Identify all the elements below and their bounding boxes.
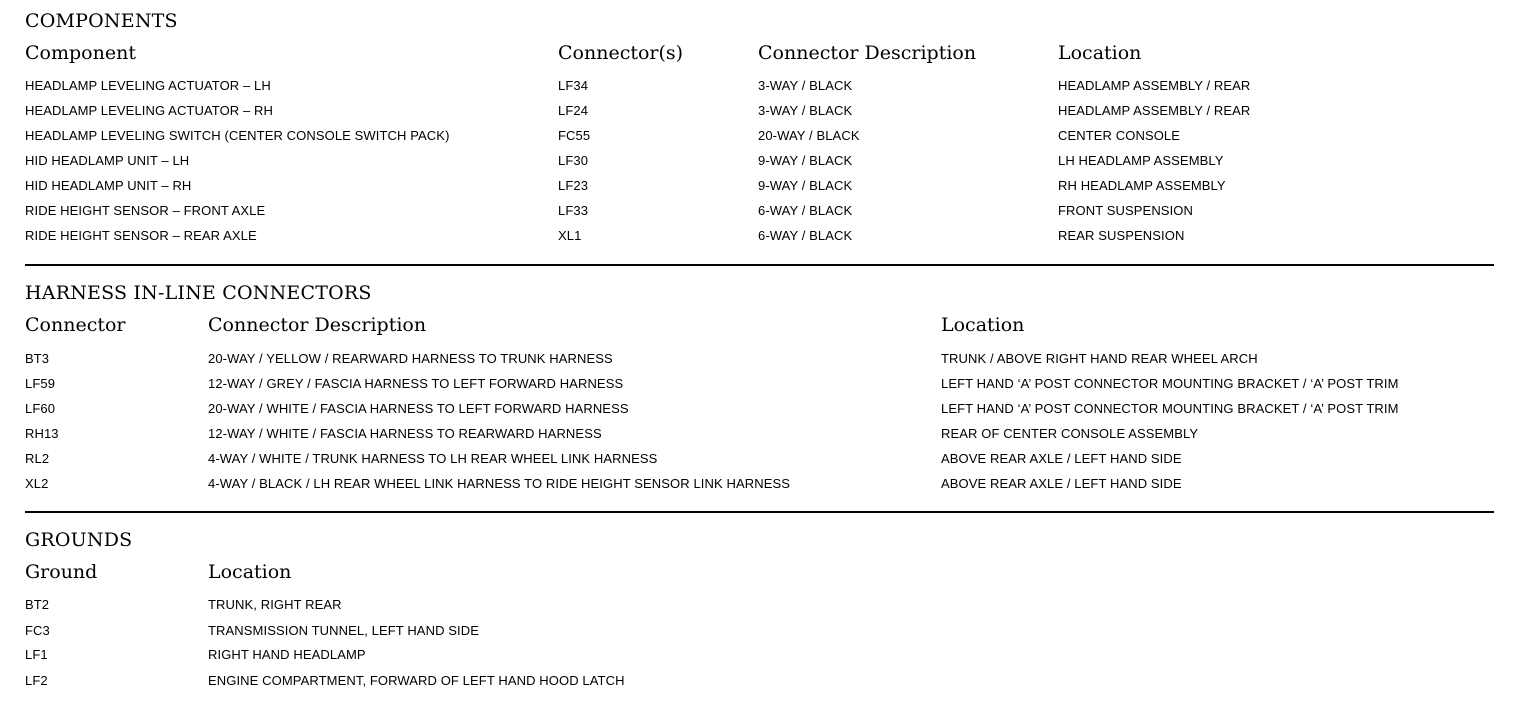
location: LEFT HAND ‘A’ POST CONNECTOR MOUNTING BRACKET / ‘A’ POST TRIM (941, 401, 1399, 416)
location: RH HEADLAMP ASSEMBLY (1058, 178, 1226, 193)
column-header-connector: Connector (25, 314, 126, 336)
connector-id: RL2 (25, 451, 50, 466)
component-name: HID HEADLAMP UNIT – LH (25, 153, 190, 168)
harness-section (25, 282, 1494, 497)
section-divider (25, 511, 1494, 513)
connector-id: LF33 (558, 203, 589, 218)
ground-id: LF2 (25, 673, 48, 688)
section-divider (25, 264, 1494, 266)
location: RIGHT HAND HEADLAMP (208, 647, 366, 662)
connector-description: 12-WAY / WHITE / FASCIA HARNESS TO REARWARD HARNESS (208, 426, 602, 441)
location: LEFT HAND ‘A’ POST CONNECTOR MOUNTING BRACKET / ‘A’ POST TRIM (941, 376, 1399, 391)
component-name: HEADLAMP LEVELING SWITCH (CENTER CONSOLE SWITCH PACK) (25, 128, 450, 143)
connector-id: LF24 (558, 103, 589, 118)
component-name: HEADLAMP LEVELING ACTUATOR – RH (25, 103, 274, 118)
location: ABOVE REAR AXLE / LEFT HAND SIDE (941, 451, 1182, 466)
component-name: HID HEADLAMP UNIT – RH (25, 178, 192, 193)
connector-description: 12-WAY / GREY / FASCIA HARNESS TO LEFT FORWARD HARNESS (208, 376, 624, 391)
connector-id: BT3 (25, 351, 50, 366)
ground-id: LF1 (25, 647, 48, 662)
connector-id: RH13 (25, 426, 59, 441)
connector-id: FC55 (558, 128, 591, 143)
components-title: COMPONENTS (25, 10, 178, 32)
connector-description: 4-WAY / WHITE / TRUNK HARNESS TO LH REAR WHEEL LINK HARNESS (208, 451, 658, 466)
component-name: HEADLAMP LEVELING ACTUATOR – LH (25, 78, 271, 93)
location: CENTER CONSOLE (1058, 128, 1181, 143)
column-header-connectors: Connector(s) (558, 42, 684, 64)
connector-id: LF60 (25, 401, 56, 416)
connector-id: XL2 (25, 476, 49, 491)
location: ENGINE COMPARTMENT, FORWARD OF LEFT HAND HOOD LATCH (208, 673, 625, 688)
ground-id: FC3 (25, 623, 50, 638)
connector-id: XL1 (558, 228, 582, 243)
location: HEADLAMP ASSEMBLY / REAR (1058, 78, 1251, 93)
connector-description: 20-WAY / BLACK (758, 128, 860, 143)
connector-id: LF59 (25, 376, 56, 391)
location: TRANSMISSION TUNNEL, LEFT HAND SIDE (208, 623, 480, 638)
connector-description: 6-WAY / BLACK (758, 203, 853, 218)
location: FRONT SUSPENSION (1058, 203, 1193, 218)
column-header-location: Location (208, 561, 292, 583)
connector-description: 6-WAY / BLACK (758, 228, 853, 243)
connector-id: LF30 (558, 153, 589, 168)
location: LH HEADLAMP ASSEMBLY (1058, 153, 1224, 168)
location: REAR OF CENTER CONSOLE ASSEMBLY (941, 426, 1199, 441)
component-name: RIDE HEIGHT SENSOR – REAR AXLE (25, 228, 257, 243)
column-header-component: Component (25, 42, 136, 64)
column-header-connector-description: Connector Description (758, 42, 977, 64)
location: ABOVE REAR AXLE / LEFT HAND SIDE (941, 476, 1182, 491)
column-header-ground: Ground (25, 561, 98, 583)
grounds-title: GROUNDS (25, 529, 133, 551)
connector-id: LF34 (558, 78, 589, 93)
column-header-location: Location (941, 314, 1025, 336)
connector-description: 3-WAY / BLACK (758, 78, 853, 93)
component-name: RIDE HEIGHT SENSOR – FRONT AXLE (25, 203, 266, 218)
column-header-location: Location (1058, 42, 1142, 64)
connector-description: 9-WAY / BLACK (758, 178, 853, 193)
column-header-connector-description: Connector Description (208, 314, 427, 336)
connector-description: 4-WAY / BLACK / LH REAR WHEEL LINK HARNESS TO RIDE HEIGHT SENSOR LINK HARNESS (208, 476, 791, 491)
ground-id: BT2 (25, 597, 50, 612)
connector-description: 3-WAY / BLACK (758, 103, 853, 118)
harness-title: HARNESS IN-LINE CONNECTORS (25, 282, 372, 304)
location: HEADLAMP ASSEMBLY / REAR (1058, 103, 1251, 118)
location: TRUNK, RIGHT REAR (208, 597, 342, 612)
connector-description: 20-WAY / YELLOW / REARWARD HARNESS TO TRUNK HARNESS (208, 351, 613, 366)
connector-description: 9-WAY / BLACK (758, 153, 853, 168)
location: REAR SUSPENSION (1058, 228, 1185, 243)
connector-id: LF23 (558, 178, 589, 193)
location: TRUNK / ABOVE RIGHT HAND REAR WHEEL ARCH (941, 351, 1258, 366)
connector-description: 20-WAY / WHITE / FASCIA HARNESS TO LEFT FORWARD HARNESS (208, 401, 629, 416)
grounds-section (25, 529, 1494, 694)
components-section (25, 10, 1494, 250)
